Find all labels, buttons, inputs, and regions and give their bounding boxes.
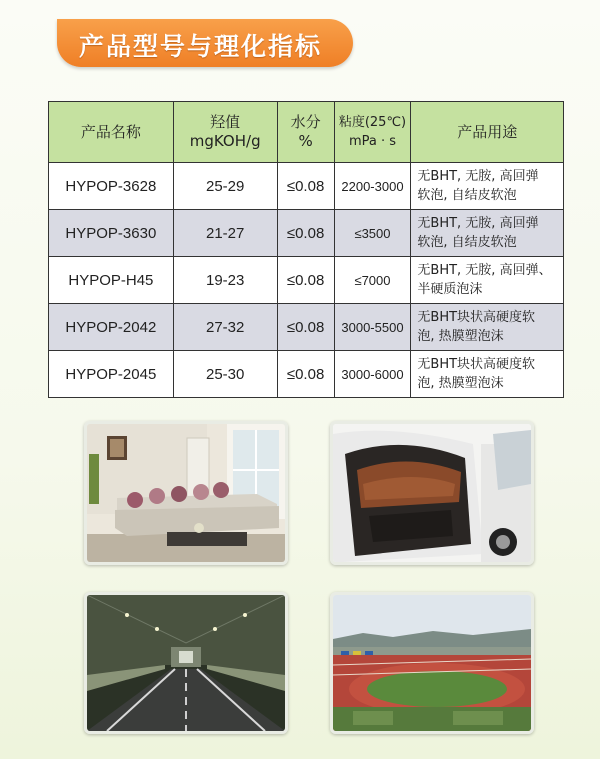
- header-unit: mgKOH/g: [189, 132, 261, 150]
- header-text: 粘度(25℃): [338, 115, 407, 130]
- table-header-row: [49, 102, 564, 163]
- application-line: 无BHT, 无胺, 高回弹: [417, 216, 539, 231]
- table-row: [49, 163, 564, 210]
- application-line: 软泡, 自结皮软泡: [417, 188, 517, 203]
- application-line: 无BHT块状高硬度软: [417, 357, 536, 372]
- cell-hydroxyl-value: 25-30: [173, 351, 277, 398]
- cell-viscosity: 2200-3000: [334, 163, 411, 210]
- tunnel-photo: [84, 592, 288, 734]
- cell-product-name: HYPOP-H45: [49, 257, 174, 304]
- cell-hydroxyl-value: 19-23: [173, 257, 277, 304]
- cell-hydroxyl-value: 27-32: [173, 304, 277, 351]
- cell-application: [411, 257, 564, 304]
- header-moisture: [277, 102, 334, 163]
- cell-product-name: HYPOP-3630: [49, 210, 174, 257]
- application-line: 软泡, 自结皮软泡: [417, 235, 517, 250]
- cell-product-name: HYPOP-2042: [49, 304, 174, 351]
- application-line: 无BHT, 无胺, 高回弹: [417, 169, 539, 184]
- sports-track-photo: [330, 592, 534, 734]
- header-text: 产品名称: [80, 122, 141, 141]
- cell-moisture: ≤0.08: [277, 351, 334, 398]
- table-row: [49, 210, 564, 257]
- header-text: 水分: [290, 113, 321, 131]
- section-title: 产品型号与理化指标: [79, 32, 323, 61]
- table-row: [49, 351, 564, 398]
- cell-product-name: HYPOP-3628: [49, 163, 174, 210]
- cell-moisture: ≤0.08: [277, 210, 334, 257]
- header-product-name: [49, 102, 174, 163]
- application-line: 半硬质泡沫: [417, 282, 483, 297]
- application-line: 泡, 热膜塑泡沫: [417, 376, 504, 391]
- cell-viscosity: ≤7000: [334, 257, 411, 304]
- table-row: [49, 257, 564, 304]
- header-viscosity: [334, 102, 411, 163]
- header-unit: mPa · s: [348, 134, 396, 149]
- header-text: 羟值: [210, 113, 241, 131]
- cell-viscosity: 3000-6000: [334, 351, 411, 398]
- car-door-photo: [330, 421, 534, 565]
- cell-hydroxyl-value: 25-29: [173, 163, 277, 210]
- cell-application: [411, 304, 564, 351]
- cell-product-name: HYPOP-2045: [49, 351, 174, 398]
- cell-hydroxyl-value: 21-27: [173, 210, 277, 257]
- header-unit: %: [298, 132, 313, 150]
- header-text: 产品用途: [457, 122, 518, 141]
- cell-moisture: ≤0.08: [277, 304, 334, 351]
- application-line: 泡, 热膜塑泡沫: [417, 329, 504, 344]
- cell-moisture: ≤0.08: [277, 257, 334, 304]
- cell-application: [411, 351, 564, 398]
- product-spec-table: [48, 101, 564, 398]
- cell-application: [411, 210, 564, 257]
- application-line: 无BHT块状高硬度软: [417, 310, 536, 325]
- header-application: [411, 102, 564, 163]
- cell-viscosity: ≤3500: [334, 210, 411, 257]
- cell-viscosity: 3000-5500: [334, 304, 411, 351]
- section-banner: [57, 19, 353, 67]
- header-hydroxyl-value: [173, 102, 277, 163]
- cell-application: [411, 163, 564, 210]
- sofa-photo: [84, 421, 288, 565]
- application-line: 无BHT, 无胺, 高回弹、: [417, 263, 552, 278]
- cell-moisture: ≤0.08: [277, 163, 334, 210]
- table-row: [49, 304, 564, 351]
